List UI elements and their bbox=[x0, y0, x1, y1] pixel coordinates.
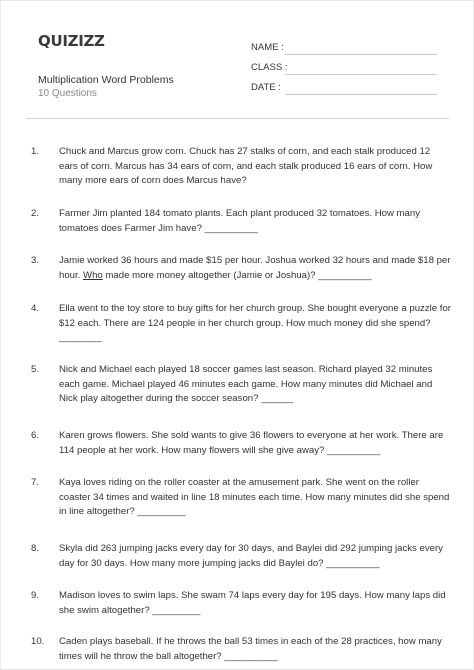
question-item bbox=[31, 589, 451, 618]
date-field-label: DATE : bbox=[251, 82, 281, 93]
question-number: 6. bbox=[31, 430, 40, 441]
worksheet-title: Multiplication Word Problems bbox=[38, 74, 174, 86]
question-number: 10. bbox=[31, 636, 45, 647]
question-text: Jamie worked 36 hours and made $15 per hour. Joshua worked 32 hours and made $18 per hour. Who made more money altogether (Jamie or Joshua)? __________ bbox=[59, 255, 451, 281]
question-item bbox=[31, 476, 451, 520]
question-item bbox=[31, 542, 451, 571]
name-field-line[interactable] bbox=[285, 54, 437, 55]
question-item bbox=[31, 207, 451, 236]
question-item bbox=[31, 635, 451, 664]
question-number: 2. bbox=[31, 208, 40, 219]
question-item bbox=[31, 363, 451, 407]
question-text: Ella went to the toy store to buy gifts for her church group. She bought everyone a puzzle for $12 each. There are 124 people in her church group. How much money did she spend? ________ bbox=[59, 303, 451, 343]
question-count: 10 Questions bbox=[38, 88, 97, 99]
underlined-word: Who bbox=[83, 269, 103, 281]
question-text: Skyla did 263 jumping jacks every day for 30 days, and Baylei did 292 jumping jacks every day for 30 days. How many more jumping jacks did Baylei do? __________ bbox=[59, 543, 443, 569]
question-number: 1. bbox=[31, 146, 40, 157]
question-number: 7. bbox=[31, 477, 40, 488]
question-item bbox=[31, 254, 451, 283]
question-number: 4. bbox=[31, 303, 40, 314]
date-field-line[interactable] bbox=[285, 94, 437, 95]
question-text: Caden plays baseball. If he throws the ball 53 times in each of the 28 practices, how many times will he throw the ball altogether? __________ bbox=[59, 636, 442, 662]
question-text: Farmer Jim planted 184 tomato plants. Each plant produced 32 tomatoes. How many tomatoes does Farmer Jim have? __________ bbox=[59, 208, 421, 234]
class-field-line[interactable] bbox=[285, 74, 437, 75]
question-text: Nick and Michael each played 18 soccer games last season. Richard played 32 minutes each game. Michael played 46 minutes each game. How many minutes did Michael and Nick play altogether during the soccer season? ______ bbox=[59, 364, 433, 404]
header-divider bbox=[26, 118, 449, 119]
question-text: Kaya loves riding on the roller coaster at the amusement park. She went on the roller coaster 34 times and waited in line 18 minutes each time. How many minutes did she spend in line altogether? _________ bbox=[59, 477, 450, 517]
question-number: 5. bbox=[31, 364, 40, 375]
class-field-label: CLASS : bbox=[251, 62, 288, 73]
quizizz-logo: QUIZIZZ bbox=[38, 32, 105, 50]
question-item bbox=[31, 302, 451, 346]
question-text: Karen grows flowers. She sold wants to give 36 flowers to everyone at her work. There are 114 people at her work. How many flowers will she give away? __________ bbox=[59, 430, 444, 456]
question-number: 9. bbox=[31, 590, 40, 601]
question-text: Chuck and Marcus grow corn. Chuck has 27 stalks of corn, and each stalk produced 12 ears of corn. Marcus has 34 ears of corn, and each stalk produced 16 ears of corn. How many more ears of corn does Marcus have? bbox=[59, 146, 433, 186]
question-text: Madison loves to swim laps. She swam 74 laps every day for 195 days. How many laps did she swim altogether? _________ bbox=[59, 590, 446, 616]
question-item bbox=[31, 145, 451, 189]
question-item bbox=[31, 429, 451, 458]
question-number: 8. bbox=[31, 543, 40, 554]
question-number: 3. bbox=[31, 255, 40, 266]
name-field-label: NAME : bbox=[251, 42, 284, 53]
